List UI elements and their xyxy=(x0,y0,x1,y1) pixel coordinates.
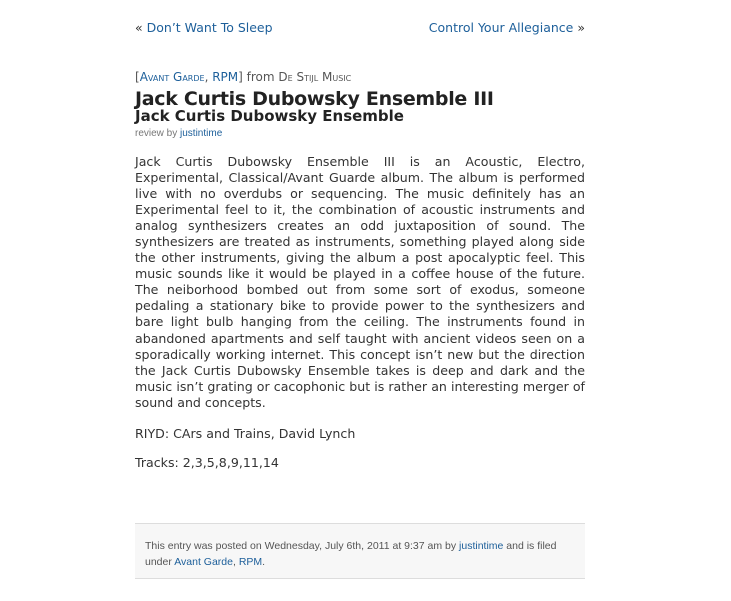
category-link-avant-garde[interactable]: Avant Garde xyxy=(139,70,205,84)
record-label: De Stijl Music xyxy=(278,70,352,84)
close-bracket: ] xyxy=(238,70,243,84)
next-arrow-icon: » xyxy=(577,20,585,35)
previous-post-link[interactable]: Don’t Want To Sleep xyxy=(146,20,273,35)
next-post-link[interactable]: Control Your Allegiance xyxy=(428,20,574,35)
previous-arrow-icon: « xyxy=(135,20,143,35)
footer-period: . xyxy=(262,556,266,568)
post-navigation xyxy=(135,20,585,38)
artist-name: Jack Curtis Dubowsky Ensemble xyxy=(135,107,404,125)
post-footer xyxy=(135,523,585,579)
footer-category-link-avant-garde[interactable]: Avant Garde xyxy=(174,556,233,568)
tracks-line: Tracks: 2,3,5,8,9,11,14 xyxy=(135,454,279,470)
post-title: Jack Curtis Dubowsky Ensemble III xyxy=(135,88,494,110)
riyd-line: RIYD: CArs and Trains, David Lynch xyxy=(135,425,356,441)
post-footer-text xyxy=(145,538,577,570)
category-link-rpm[interactable]: RPM xyxy=(212,70,239,84)
footer-filed-text: and is filed under xyxy=(145,540,557,568)
review-byline xyxy=(135,128,222,139)
review-text: Jack Curtis Dubowsky Ensemble III is an Acoustic, Electro, Experimental, Classical/Avant Guarde album. The album is performed live with no overdubs or sequencing. The music definitely has an Experimental feel to it, the combination of acoustic instruments and analog synthesizers creates an odd juxtaposition of sound. The synthesizers are treated as instruments, something played along side the other instruments, giving the album a post apocalyptic feel. This music sounds like it would be played in a coffee house of the future. The neiborhood bombed out from some sort of exodus, someone pedaling a stationary bike to provide power to the synthesizers and bare light bulb hanging from the ceiling. The instruments found in abandoned apartments and self taught with ancient videos seen on a sporadically working internet. This concept isn’t new but the direction the Jack Curtis Dubowsky Ensemble takes is deep and dark and the music isn’t grating or cacophonic but is rather an interesting merger of sound and concepts. xyxy=(135,154,585,410)
author-link[interactable]: justintime xyxy=(180,128,223,139)
open-bracket: [ xyxy=(135,70,140,84)
footer-category-link-rpm[interactable]: RPM xyxy=(238,556,263,568)
footer-author-link[interactable]: justintime xyxy=(459,540,504,552)
post-categories-line xyxy=(135,70,595,84)
next-post xyxy=(429,20,585,35)
category-separator: , xyxy=(204,70,213,84)
from-text: from xyxy=(242,70,279,84)
post-body xyxy=(135,154,585,471)
previous-post xyxy=(135,20,273,35)
byline-prefix: review by xyxy=(135,128,181,139)
footer-posted-text: This entry was posted on Wednesday, July 6th, 2011 at 9:37 am by xyxy=(145,540,460,552)
footer-category-separator: , xyxy=(232,556,239,568)
